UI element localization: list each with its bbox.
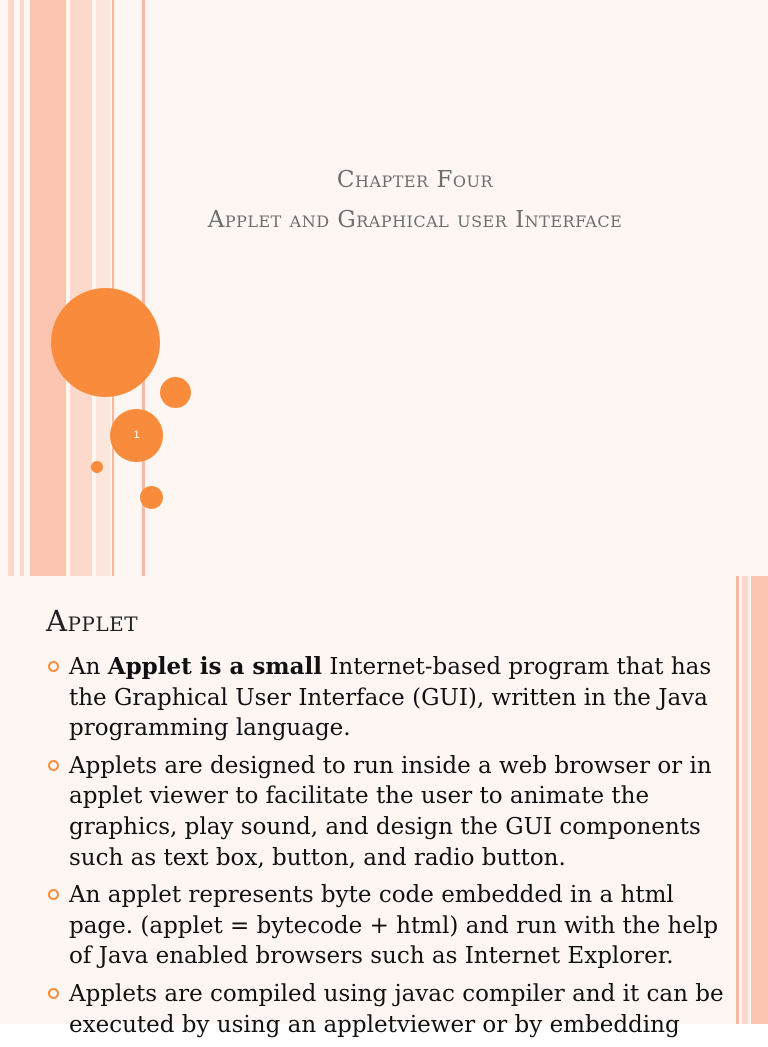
bullet-text: An applet represents byte code embedded in a html page. (applet = bytecode + html) and run with the help of Java enabled browsers such as Internet Explorer. [69, 882, 719, 970]
decorative-stripe [751, 576, 768, 1024]
list-item [46, 652, 736, 744]
hollow-circle-bullet-icon [48, 760, 59, 771]
small-circle-shape [140, 486, 163, 509]
decorative-stripe [30, 0, 66, 576]
decorative-stripe [70, 0, 92, 576]
bullet-text: Internet-based program that has the Graphical User Interface (GUI), written in the Java programming language. [69, 654, 712, 742]
bullet-bold-text: Applet is a small [107, 653, 323, 680]
list-item [46, 880, 736, 972]
content-slide [0, 576, 768, 1038]
slide-title [90, 160, 740, 240]
medium-circle-shape [160, 377, 191, 408]
decorative-stripe [20, 0, 24, 576]
tiny-circle-shape [91, 461, 103, 473]
bullet-text: Applets are compiled using javac compiler and it can be executed by using an appletviewer or by embedding [69, 980, 724, 1038]
slide-number: 1 [133, 429, 140, 441]
hollow-circle-bullet-icon [48, 988, 59, 999]
hollow-circle-bullet-icon [48, 889, 59, 900]
decorative-stripe [736, 576, 739, 1024]
decorative-stripe [742, 576, 748, 1024]
bullet-list [46, 652, 736, 1047]
slide-heading: Applet [46, 604, 139, 638]
bullet-prefix: An [69, 654, 108, 680]
chapter-title: Chapter Four [336, 167, 494, 193]
chapter-subtitle: Applet and Graphical user Interface [207, 207, 623, 233]
hollow-circle-bullet-icon [48, 661, 59, 672]
large-circle-shape [51, 288, 160, 397]
list-item [46, 979, 736, 1040]
bullet-text: Applets are designed to run inside a web browser or in applet viewer to facilitate the user to animate the graphics, play sound, and design the GUI components such as text box, button, and radio button. [69, 752, 712, 871]
list-item [46, 751, 736, 873]
decorative-stripe [8, 0, 14, 576]
